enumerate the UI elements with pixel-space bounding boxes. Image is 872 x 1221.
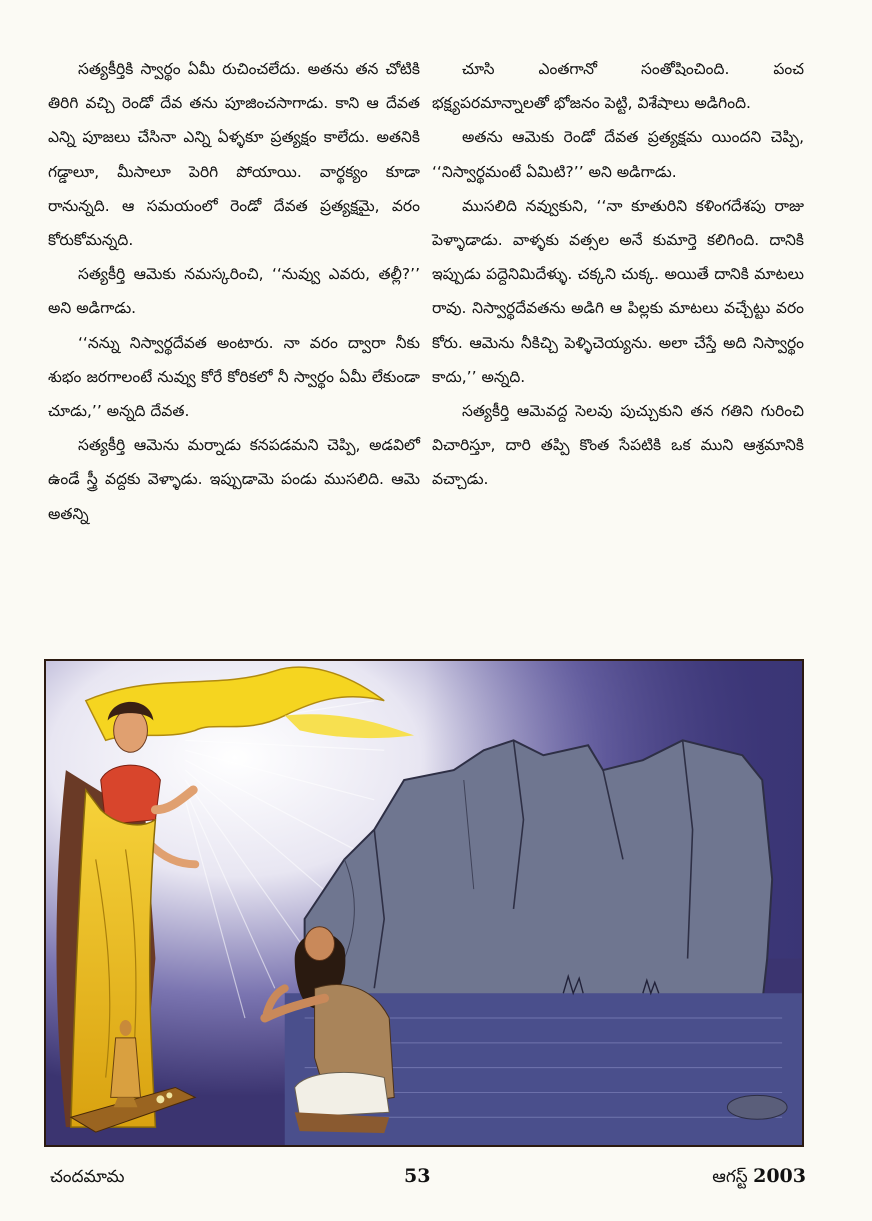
goddess-face: [114, 709, 148, 753]
page-number: 53: [404, 1165, 431, 1187]
issue-date: [712, 1165, 806, 1191]
story-illustration: [44, 659, 804, 1147]
paragraph: సత్యకీర్తి ఆమెవద్ద సెలవు పుచ్చుకుని తన గతిని గురించి విచారిస్తూ, దారి తప్పి కొంత సేపటికి ఒక ముని ఆశ్రమానికి వచ్చాడు.: [432, 402, 804, 489]
paragraph: ‘‘నన్ను నిస్వార్థదేవత అంటారు. నా వరం ద్వారా నీకు శుభం జరగాలంటే నువ్వు కోరే కోరికలో నీ స్వార్థం ఏమీ లేకుండా చూడు,’’ అన్నది దేవత.: [48, 333, 420, 421]
paragraph: అతను ఆమెకు రెండో దేవత ప్రత్యక్షమ యిందని చెప్పి, ‘‘నిస్వార్థమంటే ఏమిటి?’’ అని అడిగాడు.: [432, 128, 804, 181]
right-text-column: [432, 52, 804, 497]
sage-face: [305, 927, 335, 961]
stone: [727, 1095, 787, 1119]
paragraph: సత్యకీర్తి ఆమెకు నమస్కరించి, ‘‘నువ్వు ఎవరు, తల్లీ?’’ అని అడిగాడు.: [48, 265, 420, 318]
paragraph: చూసి ఎంతగానో సంతోషించింది. పంచ భక్ష్యపరమాన్నాలతో భోజనం పెట్టి, విశేషాలు అడిగింది.: [432, 60, 804, 113]
paragraph: సత్యకీర్తి ఆమెను మర్నాడు కనపడమని చెప్పి, అడవిలో ఉండే స్త్రీ వద్దకు వెళ్ళాడు. ఇప్పుడామె పండు ముసలిది. ఆమె అతన్ని: [48, 436, 420, 523]
flower: [156, 1095, 164, 1103]
left-text-column: [48, 52, 420, 531]
issue-month: ఆగస్ట్: [712, 1167, 748, 1187]
illustration-art: [46, 661, 802, 1145]
magazine-name: చందమామ: [50, 1167, 125, 1187]
paragraph: ముసలిది నవ్వుకుని, ‘‘నా కూతురిని కళింగదేశపు రాజు పెళ్ళాడాడు. వాళ్ళకు వత్సల అనే కుమార్తె కలిగింది. దానికి ఇప్పుడు పద్దెనిమిదేళ్ళు. చక్కని చుక్క. అయితే దానికి మాటలు రావు. నిస్వార్థదేవతను అడిగి ఆ పిల్లకు మాటలు వచ్చేట్టు వరం కోరు. ఆమెను నీకిచ్చి పెళ్ళిచెయ్యను. అలా చేస్తే అది నిస్వార్థం కాదు,’’ అన్నది.: [432, 196, 804, 386]
goddess-blouse: [101, 765, 161, 825]
page-footer: [0, 1163, 872, 1199]
issue-year: 2003: [753, 1165, 806, 1187]
sage-dhoti: [295, 1072, 390, 1117]
paragraph: సత్యకీర్తికి స్వార్థం ఏమీ రుచించలేదు. అతను తన చోటికి తిరిగి వచ్చి రెండో దేవ తను పూజించసాగాడు. కాని ఆ దేవత ఎన్ని పూజలు చేసినా ఎన్ని ఏళ్ళకూ ప్రత్యక్షం కాలేదు. అతనికి గడ్డాలూ, మీసాలూ పెరిగి పోయాయి. వార్థక్యం కూడా రానున్నది. ఆ సమయంలో రెండో దేవత ప్రత్యక్షమై, వరం కోరుకోమన్నది.: [48, 60, 420, 250]
